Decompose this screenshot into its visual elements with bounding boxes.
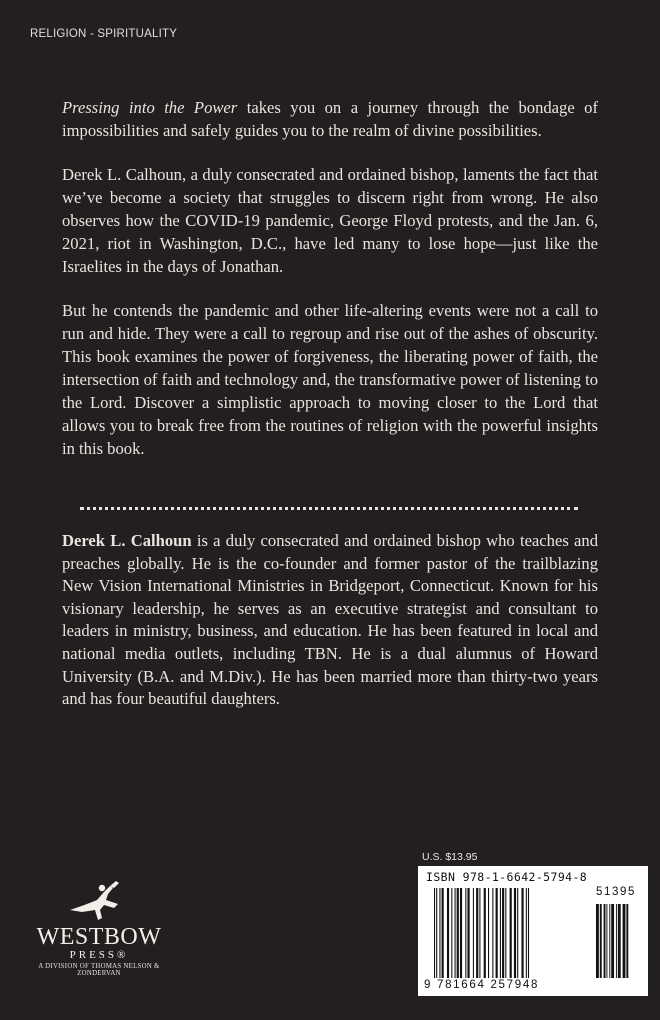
barcode-bar <box>611 904 614 978</box>
ean-digits: 9 781664 257948 <box>424 979 540 991</box>
barcode-bar <box>467 888 469 978</box>
barcode-bar <box>447 888 449 978</box>
barcode-bar <box>465 888 466 978</box>
description-paragraph-1 <box>62 96 598 142</box>
barcode-bar <box>455 888 456 978</box>
barcode-bar <box>436 888 437 978</box>
barcode-bar <box>500 888 501 978</box>
barcode-bar <box>609 904 610 978</box>
barcode-bar <box>442 888 444 978</box>
barcode-bar <box>460 888 462 978</box>
addon-barcode-bars <box>596 904 642 980</box>
barcode-bar <box>616 904 617 978</box>
barcode-bar <box>505 888 506 978</box>
barcode-bar <box>526 888 527 978</box>
author-name: Derek L. Calhoun <box>62 531 192 550</box>
barcode-bar <box>492 888 493 978</box>
barcode-bar <box>521 888 523 978</box>
addon-digits: 51395 <box>596 886 636 898</box>
barcode-bar <box>496 888 498 978</box>
book-title: Pressing into the Power <box>62 98 238 117</box>
barcode-bar <box>514 888 516 978</box>
barcode-bar <box>434 888 435 978</box>
ean-barcode-bars <box>424 888 588 980</box>
barcode-bar <box>476 888 478 978</box>
isbn-label: ISBN 978-1-6642-5794-8 <box>426 870 588 884</box>
barcode-bar <box>473 888 474 978</box>
author-bio <box>62 530 598 711</box>
barcode-bar <box>517 888 518 978</box>
category-label: RELIGION - SPIRITUALITY <box>30 28 178 40</box>
barcode-bar <box>451 888 452 978</box>
book-description <box>62 96 598 481</box>
barcode-bar <box>439 888 440 978</box>
price-label: U.S. $13.95 <box>422 851 478 863</box>
barcode-bar <box>596 904 599 978</box>
description-p1-rest: takes you on a journey through the bondage of impossibilities and safely guides you to the realm of divine possibilities. <box>62 98 598 140</box>
leaping-figure-icon <box>64 880 134 922</box>
barcode-bar <box>528 888 529 978</box>
description-paragraph-2: Derek L. Calhoun, a duly consecrated and ordained bishop, laments the fact that we’ve become a society that struggles to discern right from wrong. He also observes how the COVID-19 pandemic, George Floyd protests, and the Jan. 6, 2021, riot in Washington, D.C., have led many to lose hope—just like the Israelites in the days of Jonathan. <box>62 165 598 276</box>
barcode-bar <box>600 904 602 978</box>
publisher-name: WESTBOW <box>36 924 162 950</box>
barcode <box>418 866 648 996</box>
author-bio-text: is a duly consecrated and ordained bishop who teaches and preaches globally. He is the co-founder and former pastor of the trailblazing New Vision International Ministries in Bridgeport, Connecticut. Known for his visionary leadership, he serves as an executive strategist and consultant to leaders in ministry, business, and education. He has been featured in local and national media outlets, including TBN. He is a dual alumnus of Howard University (B.A. and M.Div.). He has been married more than thirty-two years and has four beautiful daughters. <box>62 531 598 709</box>
description-paragraph-3: But he contends the pandemic and other life-altering events were not a call to run and hide. They were a call to regroup and rise out of the ashes of obscurity. This book examines the power of forgiveness, the liberating power of faith, the intersection of faith and technology and, the transformative power of listening to the Lord. Discover a simplistic approach to moving closer to the Lord that allows you to break free from the routines of religion with the powerful insights in this book. <box>62 301 598 458</box>
barcode-bar <box>604 904 606 978</box>
barcode-bar <box>488 888 489 978</box>
publisher-logo <box>24 880 174 977</box>
barcode-bar <box>626 904 628 978</box>
barcode-bar <box>484 888 486 978</box>
barcode-bar <box>618 904 621 978</box>
barcode-bar <box>457 888 459 978</box>
barcode-bar <box>606 904 607 978</box>
barcode-bar <box>502 888 504 978</box>
dotted-divider <box>80 507 578 510</box>
barcode-bar <box>479 888 480 978</box>
barcode-bar <box>510 888 512 978</box>
barcode-bar <box>623 904 626 978</box>
publisher-division: A DIVISION OF THOMAS NELSON & ZONDERVAN <box>38 963 160 977</box>
publisher-press: PRESS® <box>69 949 129 961</box>
